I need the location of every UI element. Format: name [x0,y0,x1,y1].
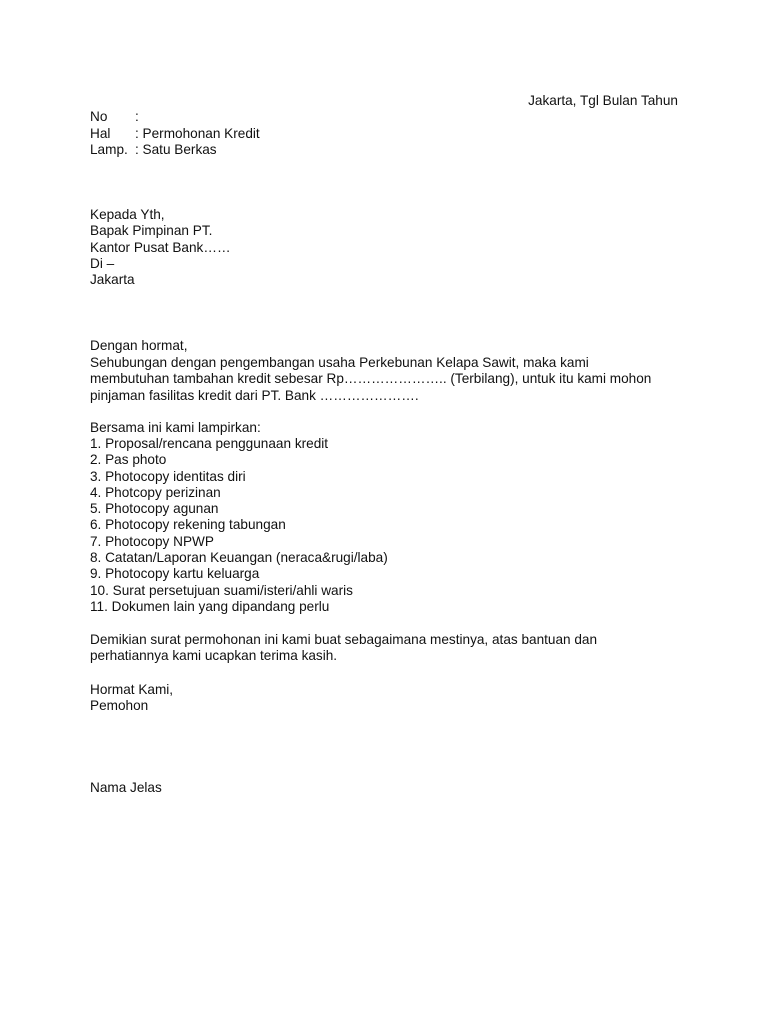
recipient-line: Bapak Pimpinan PT. [90,223,213,239]
body-paragraph [90,355,690,404]
paragraph-line: Sehubungan dengan pengembangan usaha Perkebunan Kelapa Sawit, maka kami [90,355,589,370]
list-item: 1. Proposal/rencana penggunaan kredit [90,436,329,451]
paragraph-line: pinjaman fasilitas kredit dari PT. Bank …………………. [90,387,419,403]
list-item: 10. Surat persetujuan suami/isteri/ahli waris [90,582,353,598]
paragraph-line: Demikian surat permohonan ini kami buat sebagaimana mestinya, atas bantuan dan [90,632,598,647]
list-item: 6. Photocopy rekening tabungan [90,517,286,533]
list-item: 4. Photcopy perizinan [90,484,221,500]
meta-key: No [90,109,108,124]
recipient-line: Jakarta [90,272,135,288]
meta-value: : Permohonan Kredit [135,126,260,141]
attachments-intro: Bersama ini kami lampirkan: [90,420,261,435]
recipient-block [90,207,690,288]
closing-paragraph [90,632,690,665]
list-item: 3. Photocopy identitas diri [90,468,246,484]
list-item: 7. Photocopy NPWP [90,533,214,549]
paragraph-line: perhatiannya kami ucapkan terima kasih. [90,648,338,664]
signature-name: Nama Jelas [90,780,162,795]
meta-value: : Satu Berkas [135,142,217,157]
meta-row-no [90,109,139,125]
signature-role: Pemohon [90,698,149,714]
meta-key: Hal [90,126,111,141]
greeting: Dengan hormat, [90,338,188,353]
meta-value: : [135,109,139,124]
recipient-line: Kepada Yth, [90,207,165,222]
list-item: 5. Photocopy agunan [90,501,219,517]
list-item: 8. Catatan/Laporan Keuangan (neraca&rugi/laba) [90,550,388,566]
attachments-list [90,436,690,615]
place-date: Jakarta, Tgl Bulan Tahun [528,93,678,108]
recipient-line: Di – [90,255,115,271]
meta-key: Lamp. [90,142,128,157]
list-item: 9. Photocopy kartu keluarga [90,566,260,582]
meta-row-hal [90,126,260,142]
meta-row-lamp [90,142,217,158]
paragraph-line: membutuhan tambahan kredit sebesar Rp………………….. (Terbilang), untuk itu kami mohon [90,371,652,387]
list-item: 11. Dokumen lain yang dipandang perlu [90,598,330,614]
signature-salutation: Hormat Kami, [90,682,174,697]
signature-block [90,682,690,715]
recipient-line: Kantor Pusat Bank…… [90,239,231,255]
list-item: 2. Pas photo [90,452,167,468]
